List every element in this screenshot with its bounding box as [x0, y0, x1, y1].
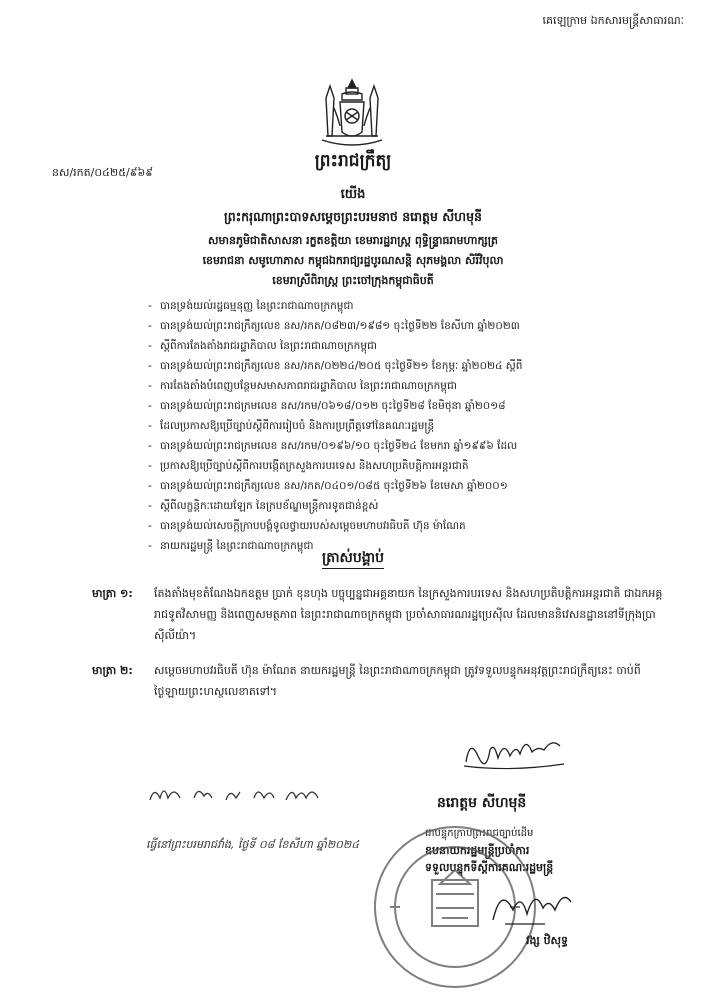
- article-2: [92, 660, 672, 702]
- consideration-item: - បានទ្រង់យល់ព្រះរាជក្រមលេខ នស/រកម/០១៩៦/១០ ចុះថ្ងៃទី២៤ ខែមករា ឆ្នាំ១៩៩៦ ដែល: [148, 436, 664, 456]
- countersign-line: ទទួលបន្ទុកទីស្ដីការគណៈរដ្ឋមន្ត្រី: [425, 861, 554, 874]
- article-label: មាត្រា ២:: [92, 664, 133, 677]
- minister-signature: [485, 880, 575, 930]
- article-label: មាត្រា ១:: [92, 587, 133, 600]
- reference-number: នស/រកត/០៤២៥/៩៦៩: [52, 166, 154, 179]
- handwritten-date: [146, 780, 346, 808]
- signer-name: វង្ស ឋិសុទ្ធ: [526, 934, 569, 947]
- top-note: គេឡេក្រាម ឯកសារមន្ត្រីសាធារណៈ: [542, 14, 684, 27]
- consideration-item: - បានទ្រង់យល់ព្រះរាជក្រមលេខ នស/រកម/០៦១៨/០១២ ចុះថ្ងៃទី២៨ ខែមិថុនា ឆ្នាំ២០១៨: [148, 396, 664, 416]
- considerations-list: [148, 296, 664, 556]
- article-text: តែងតាំងមុខតំណែងឯកឧត្តម ប្រាក់ ខុនហុង បច្ចុប្បន្នជាអគ្គនាយក នៃក្រសួងការបរទេស និងសហប្រតិបត្តិការអន្តរជាតិ ជាឯកអគ្គរាជទូតវិសាមញ្ញ និងពេញសមត្ថភាព នៃព្រះរាជាណាចក្រកម្ពុជា ប្រចាំសាធារណរដ្ឋប្រេស៊ីល ដែលមាននិវេសនដ្ឋាននៅទីក្រុងប្រាស៊ីលីយ៉ា។: [154, 587, 663, 642]
- consideration-item: - នាយករដ្ឋមន្ត្រី នៃព្រះរាជាណាចក្រកម្ពុជា: [148, 536, 664, 556]
- consideration-item: - ស្ដីពីការតែងតាំងរាជរដ្ឋាភិបាល នៃព្រះរាជាណាចក្រកម្ពុជា: [148, 336, 664, 356]
- countersign-line: ឧបនាយករដ្ឋមន្ត្រីប្រចាំការ: [425, 844, 530, 857]
- pm-signature: [460, 732, 572, 772]
- article-text: សម្ដេចមហាបវរធិបតី ហ៊ុន ម៉ាណែត នាយករដ្ឋមន្ត្រី នៃព្រះរាជាណាចក្រកម្ពុជា ត្រូវទទួលបន្ទុកអនុវត្តព្រះរាជក្រឹត្យនេះ ចាប់ពីថ្ងៃឡាយព្រះហស្ថលេខាតទៅ។: [154, 664, 641, 698]
- promulgation-label: ត្រាស់បង្គាប់: [322, 550, 384, 569]
- consideration-item: - បានទ្រង់យល់ព្រះរាជក្រឹត្យលេខ នស/រកត/០៤០១/០៨៥ ចុះថ្ងៃទី២៦ ខែមេសា ឆ្នាំ២០០១: [148, 476, 664, 496]
- king-name-line: ព្រះករុណាព្រះបាទសម្ដេចព្រះបរមនាថ នរោត្តម សីហមុនី: [224, 209, 482, 224]
- decree-title: ព្រះរាជក្រឹត្យ: [314, 151, 392, 171]
- place-and-date: ធ្វើនៅព្រះបរមរាជវាំង, ថ្ងៃទី ០៨ ខែសីហា ឆ្នាំ២០២៤: [146, 838, 360, 851]
- consideration-item: - ការតែងតាំងបំពេញបន្ថែមសមាសភាពរាជរដ្ឋាភិបាល នៃព្រះរាជាណាចក្រកម្ពុជា: [148, 376, 664, 396]
- we-heading: យើង: [340, 187, 366, 202]
- consideration-item: - បានទ្រង់យល់ព្រះរាជក្រឹត្យលេខ នស/រកត/០៨២៣/១៩៨១ ចុះថ្ងៃទី២២ ខែសីហា ឆ្នាំ២០២៣: [148, 316, 664, 336]
- consideration-item: - បានទ្រង់យល់ព្រះរាជក្រឹត្យលេខ នស/រកត/០២២៤/២០៥ ចុះថ្ងៃទី២១ ខែកុម្ភៈ ឆ្នាំ២០២៤ ស្ដីពី: [148, 356, 664, 376]
- king-signature-name: នរោត្តម សីហមុនី: [437, 795, 527, 811]
- royal-title-line: សមានភូមិជាតិសាសនា រក្ខតខត្តិយា ខេមរារដ្ឋរាស្ត្រ ពុទ្ធិន្ទ្រាធរាមហាក្សត្រ: [208, 234, 498, 247]
- consideration-item: - ស្ដីពីលក្ខន្តិកៈដោយឡែក នៃក្របខ័ណ្ឌមន្ត្រីការទូតជាន់ខ្ពស់: [148, 496, 664, 516]
- consideration-item: - ប្រកាសឱ្យប្រើច្បាប់ស្ដីពីការបង្កើតក្រសួងការបរទេស និងសហប្រតិបត្តិការអន្តរជាតិ: [148, 456, 664, 476]
- consideration-item: - បានទ្រង់យល់សេចក្ដីក្រាបបង្គំទូលថ្វាយរបស់សម្ដេចមហាបវរធិបតី ហ៊ុន ម៉ាណែត: [148, 516, 664, 536]
- countersign-line: ជាបន្ទុកក្រាបព្រះរាជច្បាប់ដើម: [425, 828, 534, 839]
- promulgation-heading: [0, 548, 706, 569]
- royal-coat-of-arms-icon: [316, 78, 388, 148]
- consideration-item: - ដែលប្រកាសឱ្យប្រើច្បាប់ស្ដីពីការរៀបចំ និងការប្រព្រឹត្តទៅនៃគណៈរដ្ឋមន្ត្រី: [148, 416, 664, 436]
- royal-title-line: ខេមរាជនា សមូហោភាស កម្ពុជឯករាជ្យរដ្ឋបូរណសន្តិ សុភមង្គលា សិរីវិបុលា: [202, 254, 504, 267]
- article-1: [92, 583, 672, 646]
- royal-title-line: ខេមរាស្រីពិរាស្ត្រ ព្រះចៅក្រុងកម្ពុជាធិបតី: [272, 274, 434, 287]
- consideration-item: - បានទ្រង់យល់រដ្ឋធម្មនុញ្ញ នៃព្រះរាជាណាចក្រកម្ពុជា: [148, 296, 664, 316]
